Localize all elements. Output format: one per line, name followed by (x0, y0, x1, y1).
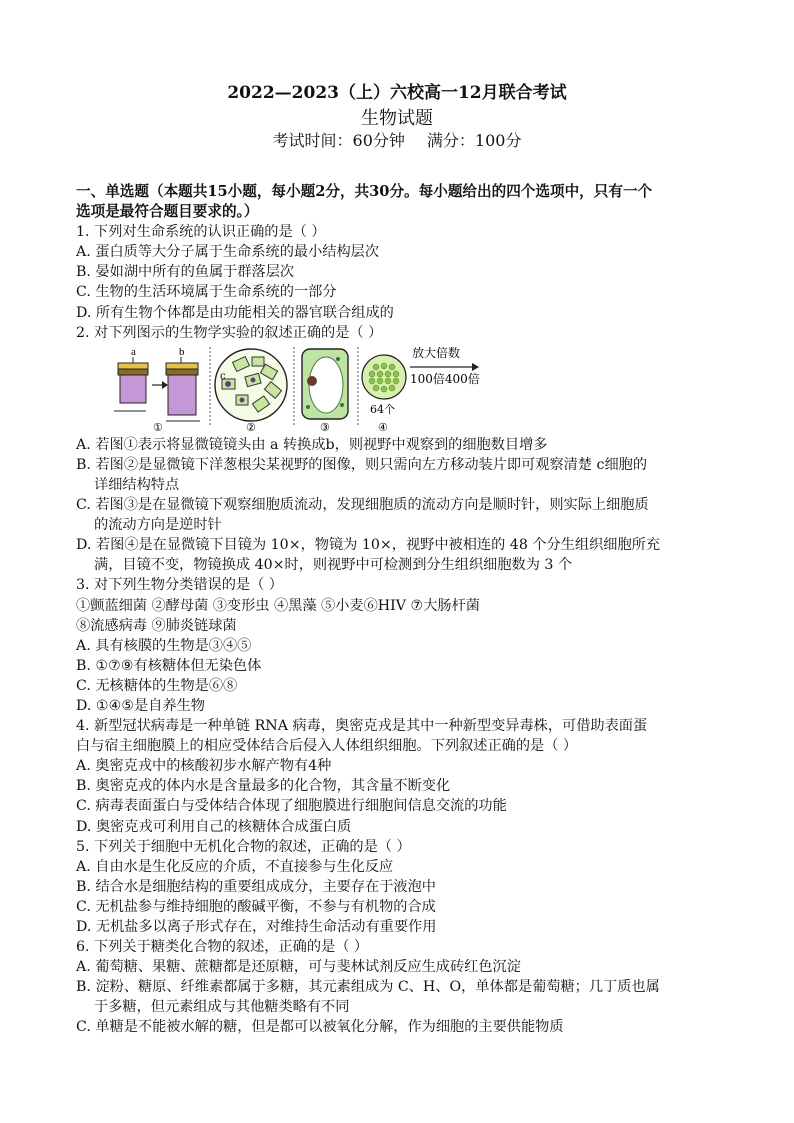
question-3-organism-list-cont: ⑧流感病毒 ⑨肺炎链球菌 (76, 617, 237, 634)
question-3-option-a: A. 具有核膜的生物是③④⑤ (76, 637, 252, 654)
exam-time: 考试时间：60分钟 (272, 131, 405, 150)
question-6-option-b-cont: 于多糖，但元素组成与其他糖类略有不同 (94, 999, 350, 1016)
question-3-organism-list: ①颤蓝细菌 ②酵母菌 ③变形虫 ④黑藻 ⑤小麦⑥HIV ⑦大肠杆菌 (76, 597, 480, 614)
question-3-option-d: D. ①④⑤是自养生物 (76, 697, 205, 714)
question-2-option-d: D. 若图④是在显微镜下目镜为 10×，物镜为 10×，视野中被相连的 48 个分生组织细胞所充 (76, 537, 661, 554)
figure-label-1: ① (153, 420, 163, 433)
cell-c-label: c (220, 370, 226, 382)
question-3-option-b: B. ①⑦⑨有核糖体但无染色体 (76, 657, 262, 674)
question-6-option-c: C. 单糖是不能被水解的糖，但是都可以被氧化分解，作为细胞的主要供能物质 (76, 1019, 564, 1036)
question-4-option-d: D. 奥密克戎可利用自己的核糖体合成蛋白质 (76, 818, 352, 835)
lens-a-icon (118, 363, 148, 403)
full-score: 满分：100分 (426, 131, 522, 150)
section-heading: 一、单选题（本题共15小题，每小题2分，共30分。每小题给出的四个选项中，只有一个 (76, 183, 653, 200)
question-3-stem: 3. 对下列生物分类错误的是（ ） (76, 577, 283, 594)
exam-title: 2022—2023（上）六校高一12月联合考试 (227, 83, 567, 103)
question-4-option-c: C. 病毒表面蛋白与受体结合体现了细胞膜进行细胞间信息交流的功能 (76, 798, 507, 815)
question-5-option-b: B. 结合水是细胞结构的重要组成成分，主要存在于液泡中 (76, 878, 436, 895)
question-1-option-c: C. 生物的生活环境属于生命系统的一部分 (76, 284, 337, 301)
question-2-option-a: A. 若图①表示将显微镜镜头由 a 转换成b，则视野中观察到的细胞数目增多 (76, 436, 548, 453)
question-6-option-b: B. 淀粉、糖原、纤维素都属于多糖，其元素组成为 C、H、O，单体都是葡萄糖；几丁质也属 (76, 979, 660, 996)
question-5-option-a: A. 自由水是生化反应的介质，不直接参与生化反应 (76, 858, 394, 875)
question-4-stem-cont: 白与宿主细胞膜上的相应受体结合后侵入人体组织细胞。下列叙述正确的是（ ） (76, 738, 578, 755)
question-2-option-b-cont: 详细结构特点 (94, 476, 180, 493)
question-5-option-c: C. 无机盐参与维持细胞的酸碱平衡，不参与有机物的合成 (76, 898, 436, 915)
question-6-stem: 6. 下列关于糖类化合物的叙述，正确的是（ ） (76, 939, 369, 956)
question-1-option-a: A. 蛋白质等大分子属于生命系统的最小结构层次 (76, 244, 380, 261)
question-5-option-d: D. 无机盐多以离子形式存在，对维持生命活动有重要作用 (76, 919, 437, 935)
figure-label-2: ② (246, 420, 256, 433)
subject-title: 生物试题 (361, 108, 433, 129)
question-4-stem: 4. 新型冠状病毒是一种单链 RNA 病毒，奥密克戎是其中一种新型变异毒株，可借助表面蛋 (76, 718, 648, 735)
question-2-option-b: B. 若图②是显微镜下洋葱根尖某视野的图像，则只需向左方移动装片即可观察清楚 c细胞的 (76, 456, 648, 473)
microscope-figure (106, 345, 506, 433)
question-2-figure (76, 345, 726, 433)
figure-label-4: ④ (378, 420, 388, 433)
magnification-title: 放大倍数 (412, 345, 461, 360)
question-1-option-d: D. 所有生物个体都是由功能相关的器官联合组成的 (76, 304, 394, 321)
lens-b-label: b (179, 345, 185, 358)
question-5-stem: 5. 下列关于细胞中无机化合物的叙述，正确的是（ ） (76, 838, 411, 855)
question-1-option-b: B. 晏如湖中所有的鱼属于群落层次 (76, 264, 295, 281)
question-2-stem: 2. 对下列图示的生物学实验的叙述正确的是（ ） (76, 324, 383, 341)
question-6-option-a: A. 葡萄糖、果糖、蔗糖都是还原糖，可与斐林试剂反应生成砖红色沉淀 (76, 959, 521, 976)
exam-content (76, 182, 726, 1038)
lens-a-label: a (131, 345, 136, 358)
question-2-option-c-cont: 的流动方向是逆时针 (94, 517, 222, 534)
section-heading-cont: 选项是最符合题目要求的。） (76, 203, 259, 221)
question-1-stem: 1. 下列对生命系统的认识正确的是（ ） (76, 224, 326, 241)
question-2-option-c: C. 若图③是在显微镜下观察细胞质流动，发现细胞质的流动方向是顺时针，则实际上细胞质 (76, 497, 649, 514)
question-4-option-a: A. 奥密克戎中的核酸初步水解产物有4种 (76, 758, 332, 775)
lens-b-icon (166, 363, 198, 415)
figure-label-3: ③ (320, 420, 330, 433)
question-4-option-b: B. 奥密克戎的体内水是含量最多的化合物，其含量不断变化 (76, 778, 451, 795)
exam-info (0, 128, 794, 151)
cell-count-label: 64个 (370, 402, 395, 416)
question-3-option-c: C. 无核糖体的生物是⑥⑧ (76, 677, 238, 694)
magnification-values: 100倍400倍 (410, 371, 480, 386)
question-2-option-d-cont: 满，目镜不变，物镜换成 40×时，则视野中可检测到分生组织细胞数为 3 个 (94, 557, 573, 574)
